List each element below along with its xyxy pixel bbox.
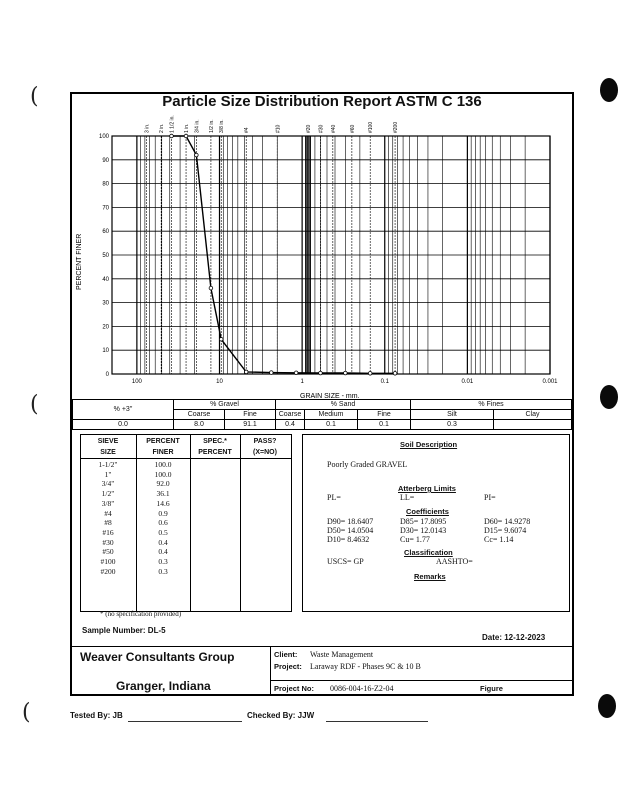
d10-value: D10= 8.4632 [327, 535, 370, 544]
grain-size-chart [72, 112, 572, 402]
company-location: Granger, Indiana [116, 679, 211, 693]
soil-description: Poorly Graded GRAVEL [327, 460, 408, 469]
y-tick-label: 70 [102, 205, 109, 212]
sample-number: Sample Number: DL-5 [82, 626, 166, 635]
silt-value: 0.3 [411, 420, 494, 430]
tested-by-line [128, 721, 242, 722]
x-tick-labels [132, 379, 558, 385]
cu-value: Cu= 1.77 [400, 535, 430, 544]
client-value: Waste Management [310, 650, 374, 659]
table-cell: 100.0 [154, 460, 172, 469]
data-point [209, 286, 213, 290]
tested-by: Tested By: JB [70, 711, 123, 720]
data-point [184, 134, 188, 138]
d15-value: D15= 9.6074 [484, 526, 527, 535]
coefficients-heading: Coefficients [406, 507, 449, 516]
sand-fine-value: 0.1 [358, 420, 411, 430]
sieve-label: 1/2 in. [208, 119, 215, 133]
y-tick-label: 20 [102, 324, 109, 331]
d90-value: D90= 18.6407 [327, 517, 374, 526]
spec-header: SPEC.* [203, 438, 227, 445]
remarks-heading: Remarks [414, 572, 446, 581]
size-header: SIZE [100, 449, 116, 456]
d60-value: D60= 14.9278 [484, 517, 531, 526]
plus3-value: 0.0 [73, 420, 174, 430]
y-tick-label: 80 [102, 181, 109, 188]
sieve-label: #4 [244, 127, 251, 133]
pass-header: PASS? [253, 438, 277, 445]
sand-coarse-value: 0.4 [276, 420, 305, 430]
plus3-header: % +3" [73, 400, 174, 420]
project-no-label: Project No: [274, 684, 315, 693]
table-cell: 0.4 [158, 547, 168, 557]
table-cell: 14.6 [156, 498, 170, 508]
sand-medium-value: 0.1 [305, 420, 358, 430]
y-tick-labels [99, 134, 110, 378]
y-tick-label: 0 [105, 372, 109, 378]
sieve-label: 1 in. [184, 123, 191, 133]
classification-heading: Classification [404, 548, 453, 557]
pi-value: PI= [484, 493, 496, 502]
uscs-value: USCS= GP [327, 557, 364, 566]
table-cell: 0.3 [158, 557, 168, 567]
x-tick-label: 0.01 [461, 379, 474, 385]
client-label: Client: [274, 650, 298, 659]
data-point [219, 337, 223, 341]
table-row: 1-1/2" [98, 460, 118, 469]
fines-header: % Fines [411, 400, 572, 410]
percent-finer-column [136, 460, 190, 576]
table-row: #4 [104, 508, 112, 518]
d50-value: D50= 14.0504 [327, 526, 374, 535]
atterberg-heading: Atterberg Limits [398, 484, 456, 493]
sieve-label: 1 1/2 in. [169, 115, 176, 133]
x-axis-label: GRAIN SIZE - mm. [300, 393, 360, 400]
report-date: Date: 12-12-2023 [482, 633, 546, 642]
table-cell: 0.3 [158, 566, 168, 576]
gravel-fine-header: Fine [225, 410, 276, 420]
table-row: #30 [102, 537, 114, 547]
title-block-divider [270, 646, 271, 694]
table-cell: 36.1 [156, 489, 170, 499]
data-point [294, 371, 298, 375]
sieve-label: 3/8 in. [219, 119, 226, 133]
company-name: Weaver Consultants Group [80, 650, 235, 664]
sieve-table-col-divider-3 [240, 434, 241, 611]
gravel-fine-value: 91.1 [225, 420, 276, 430]
sieve-label: #40 [330, 124, 337, 133]
y-tick-label: 30 [102, 300, 109, 307]
sand-medium-header: Medium [305, 410, 358, 420]
title-block-row-divider [270, 680, 572, 681]
binder-hole-middle [600, 385, 618, 409]
sieve-label: #20 [305, 124, 312, 133]
margin-mark-top: ( [30, 84, 39, 109]
data-point [270, 371, 274, 375]
y-tick-label: 50 [102, 253, 109, 259]
data-point [195, 153, 199, 157]
binder-hole-top [600, 78, 618, 102]
data-point [344, 371, 348, 375]
table-row: 3/8" [101, 498, 115, 508]
project-no-value: 0086-004-16-Z2-04 [330, 684, 394, 693]
sieve-label: 3 in. [144, 123, 151, 133]
x-tick-label: 0.1 [380, 379, 389, 385]
sieve-label: #30 [318, 124, 325, 133]
table-cell: 0.4 [158, 537, 168, 547]
pl-value: PL= [327, 493, 341, 502]
soil-description-heading: Soil Description [400, 440, 458, 449]
margin-mark-bottom: ( [22, 700, 31, 725]
table-row: #8 [104, 518, 112, 528]
ll-value: LL= [400, 493, 415, 502]
y-tick-label: 100 [98, 134, 109, 140]
sieve-label: #200 [393, 121, 400, 133]
d85-value: D85= 17.8095 [400, 517, 447, 526]
gravel-header: % Gravel [174, 400, 276, 410]
table-row: #200 [100, 566, 116, 576]
sieve-size-column [80, 460, 136, 576]
percent-header: PERCENT [146, 438, 180, 445]
table-row: #16 [102, 527, 114, 537]
pass-xno-header: (X=NO) [253, 449, 277, 456]
sieve-label: 3/4 in. [194, 119, 201, 133]
spec-percent-header: PERCENT [198, 449, 232, 456]
cc-value: Cc= 1.14 [484, 535, 514, 544]
y-tick-label: 90 [102, 157, 109, 164]
sieve-labels [145, 115, 399, 133]
gravel-coarse-value: 8.0 [174, 420, 225, 430]
finer-header: FINER [152, 449, 174, 456]
table-row: #100 [100, 557, 116, 567]
silt-header: Silt [411, 410, 494, 420]
table-row: 3/4" [101, 479, 115, 489]
sieve-label: #10 [275, 124, 282, 133]
x-tick-label: 0.001 [542, 379, 558, 385]
sieve-header: SIEVE [97, 438, 119, 445]
y-axis-label: PERCENT FINER [76, 233, 83, 290]
clay-header: Clay [494, 410, 572, 420]
sand-fine-header: Fine [358, 410, 411, 420]
x-tick-label: 10 [216, 379, 223, 385]
chart-grid [112, 136, 550, 374]
table-row: #50 [102, 547, 114, 557]
project-value: Laraway RDF - Phases 9C & 10 B [310, 662, 421, 671]
y-tick-label: 60 [102, 229, 109, 236]
sieve-table-col-divider-2 [190, 434, 191, 611]
checked-by: Checked By: JJW [247, 711, 315, 720]
sieve-table-header-divider [80, 458, 291, 459]
table-row: 1" [104, 469, 112, 479]
sand-coarse-header: Coarse [276, 410, 305, 420]
table-cell: 92.0 [156, 479, 170, 489]
sieve-label: 2 in. [159, 123, 166, 133]
d30-value: D30= 12.0143 [400, 526, 447, 535]
fraction-table [72, 399, 572, 430]
data-point [368, 371, 372, 375]
table-cell: 0.9 [158, 508, 168, 518]
data-point [170, 134, 174, 138]
clay-value [494, 420, 572, 430]
sieve-label: #100 [368, 121, 375, 133]
binder-hole-bottom [598, 694, 616, 718]
figure-label: Figure [480, 684, 503, 693]
data-point [319, 371, 323, 375]
gravel-coarse-header: Coarse [174, 410, 225, 420]
margin-mark-middle: ( [30, 392, 39, 417]
sand-header: % Sand [276, 400, 411, 410]
spec-footnote: * (no specification provided) [100, 610, 182, 618]
table-cell: 100.0 [154, 469, 172, 479]
sieve-label: #60 [349, 124, 356, 133]
checked-by-line [326, 721, 428, 722]
y-tick-label: 40 [102, 276, 109, 283]
table-cell: 0.6 [158, 518, 168, 528]
x-tick-label: 100 [131, 379, 142, 385]
project-label: Project: [274, 662, 302, 671]
data-point [244, 370, 248, 374]
report-title: Particle Size Distribution Report ASTM C 136 [162, 93, 482, 110]
table-cell: 0.5 [158, 527, 168, 537]
table-row: 1/2" [101, 489, 115, 499]
x-tick-label: 1 [300, 379, 304, 385]
y-tick-label: 10 [102, 348, 109, 355]
aashto-value: AASHTO= [436, 557, 473, 566]
data-point [393, 371, 397, 375]
